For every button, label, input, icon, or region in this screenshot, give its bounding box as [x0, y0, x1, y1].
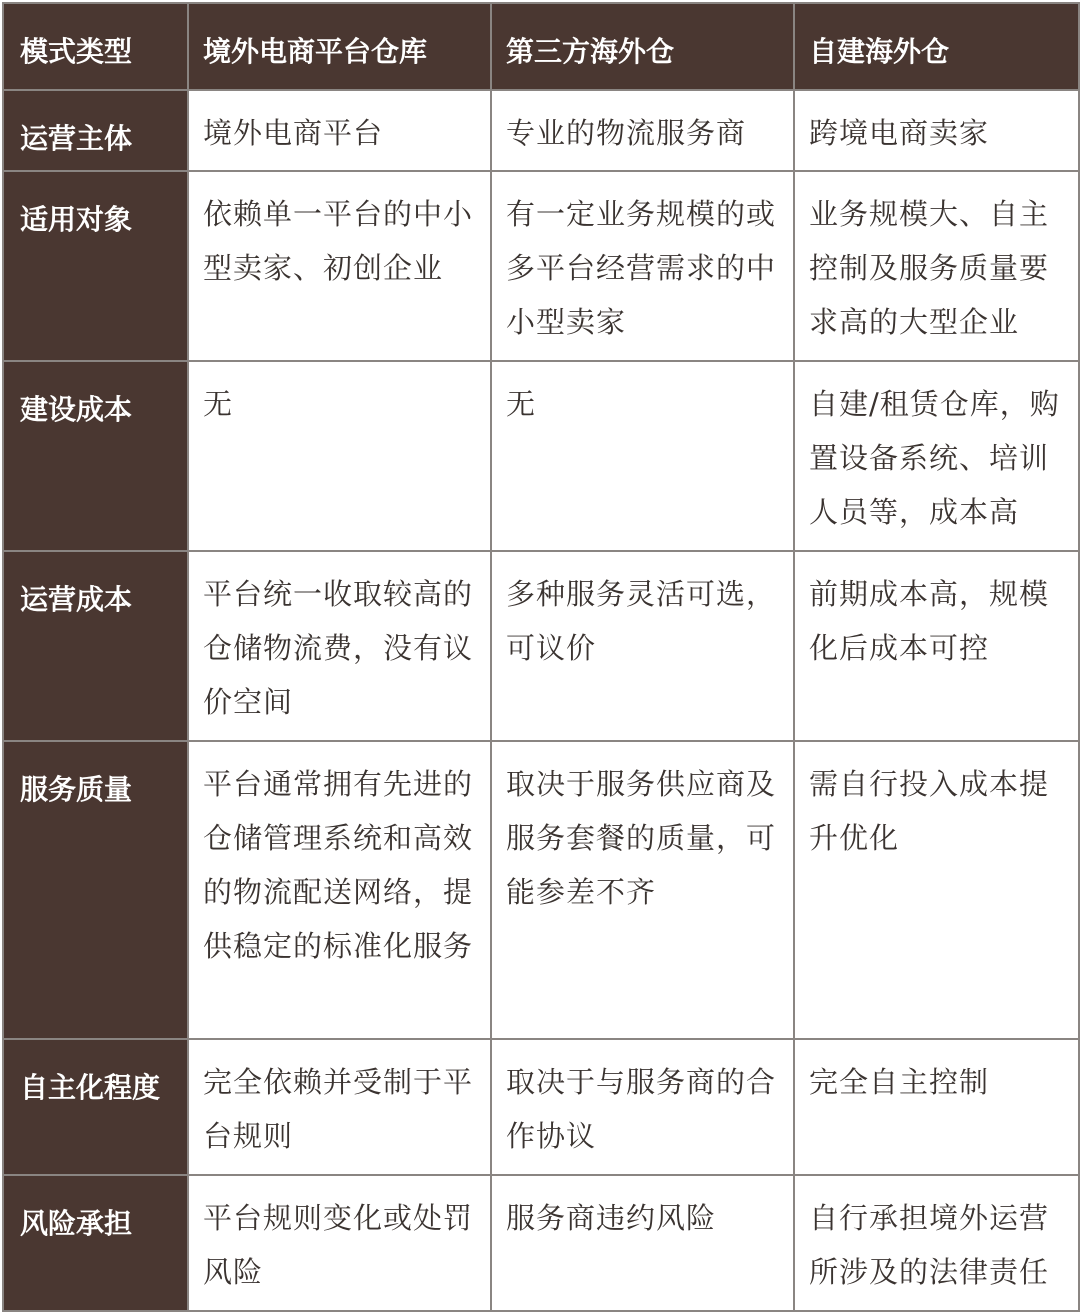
table-cell: 平台统一收取较高的仓储物流费，没有议价空间: [188, 551, 491, 741]
row-label: 建设成本: [3, 361, 188, 551]
table-cell: 服务商违约风险: [491, 1175, 794, 1311]
table-cell: 取决于服务供应商及服务套餐的质量，可能参差不齐: [491, 741, 794, 1039]
row-label: 服务质量: [3, 741, 188, 1039]
table-header: [3, 3, 1079, 90]
row-label: 自主化程度: [3, 1039, 188, 1175]
table-cell: 业务规模大、自主控制及服务质量要求高的大型企业: [794, 171, 1079, 361]
header-cell-platform-warehouse: 境外电商平台仓库: [188, 3, 491, 90]
table-cell: 跨境电商卖家: [794, 90, 1079, 171]
table-body: [3, 90, 1079, 1311]
table-cell: 平台通常拥有先进的仓储管理系统和高效的物流配送网络，提供稳定的标准化服务: [188, 741, 491, 1039]
table-row: [3, 1175, 1079, 1311]
table-cell: 自建/租赁仓库，购置设备系统、培训人员等，成本高: [794, 361, 1079, 551]
table-cell: 完全依赖并受制于平台规则: [188, 1039, 491, 1175]
table-row: [3, 171, 1079, 361]
table-cell: 完全自主控制: [794, 1039, 1079, 1175]
header-cell-third-party-warehouse: 第三方海外仓: [491, 3, 794, 90]
table-row: [3, 90, 1079, 171]
table-cell: 需自行投入成本提升优化: [794, 741, 1079, 1039]
table-cell: 取决于与服务商的合作协议: [491, 1039, 794, 1175]
header-row: [3, 3, 1079, 90]
table-cell: 依赖单一平台的中小型卖家、初创企业: [188, 171, 491, 361]
table-row: [3, 361, 1079, 551]
table-cell: 多种服务灵活可选，可议价: [491, 551, 794, 741]
table-cell: 境外电商平台: [188, 90, 491, 171]
table-row: [3, 1039, 1079, 1175]
row-label: 适用对象: [3, 171, 188, 361]
table-cell: 无: [491, 361, 794, 551]
row-label: 运营主体: [3, 90, 188, 171]
comparison-table: [2, 2, 1080, 1312]
table-row: [3, 741, 1079, 1039]
table-cell: 自行承担境外运营所涉及的法律责任: [794, 1175, 1079, 1311]
table-row: [3, 551, 1079, 741]
header-label-cell: 模式类型: [3, 3, 188, 90]
row-label: 风险承担: [3, 1175, 188, 1311]
header-cell-self-built-warehouse: 自建海外仓: [794, 3, 1079, 90]
table-cell: 平台规则变化或处罚风险: [188, 1175, 491, 1311]
table-cell: 专业的物流服务商: [491, 90, 794, 171]
table-cell: 无: [188, 361, 491, 551]
table-cell: 有一定业务规模的或多平台经营需求的中小型卖家: [491, 171, 794, 361]
row-label: 运营成本: [3, 551, 188, 741]
table-cell: 前期成本高，规模化后成本可控: [794, 551, 1079, 741]
